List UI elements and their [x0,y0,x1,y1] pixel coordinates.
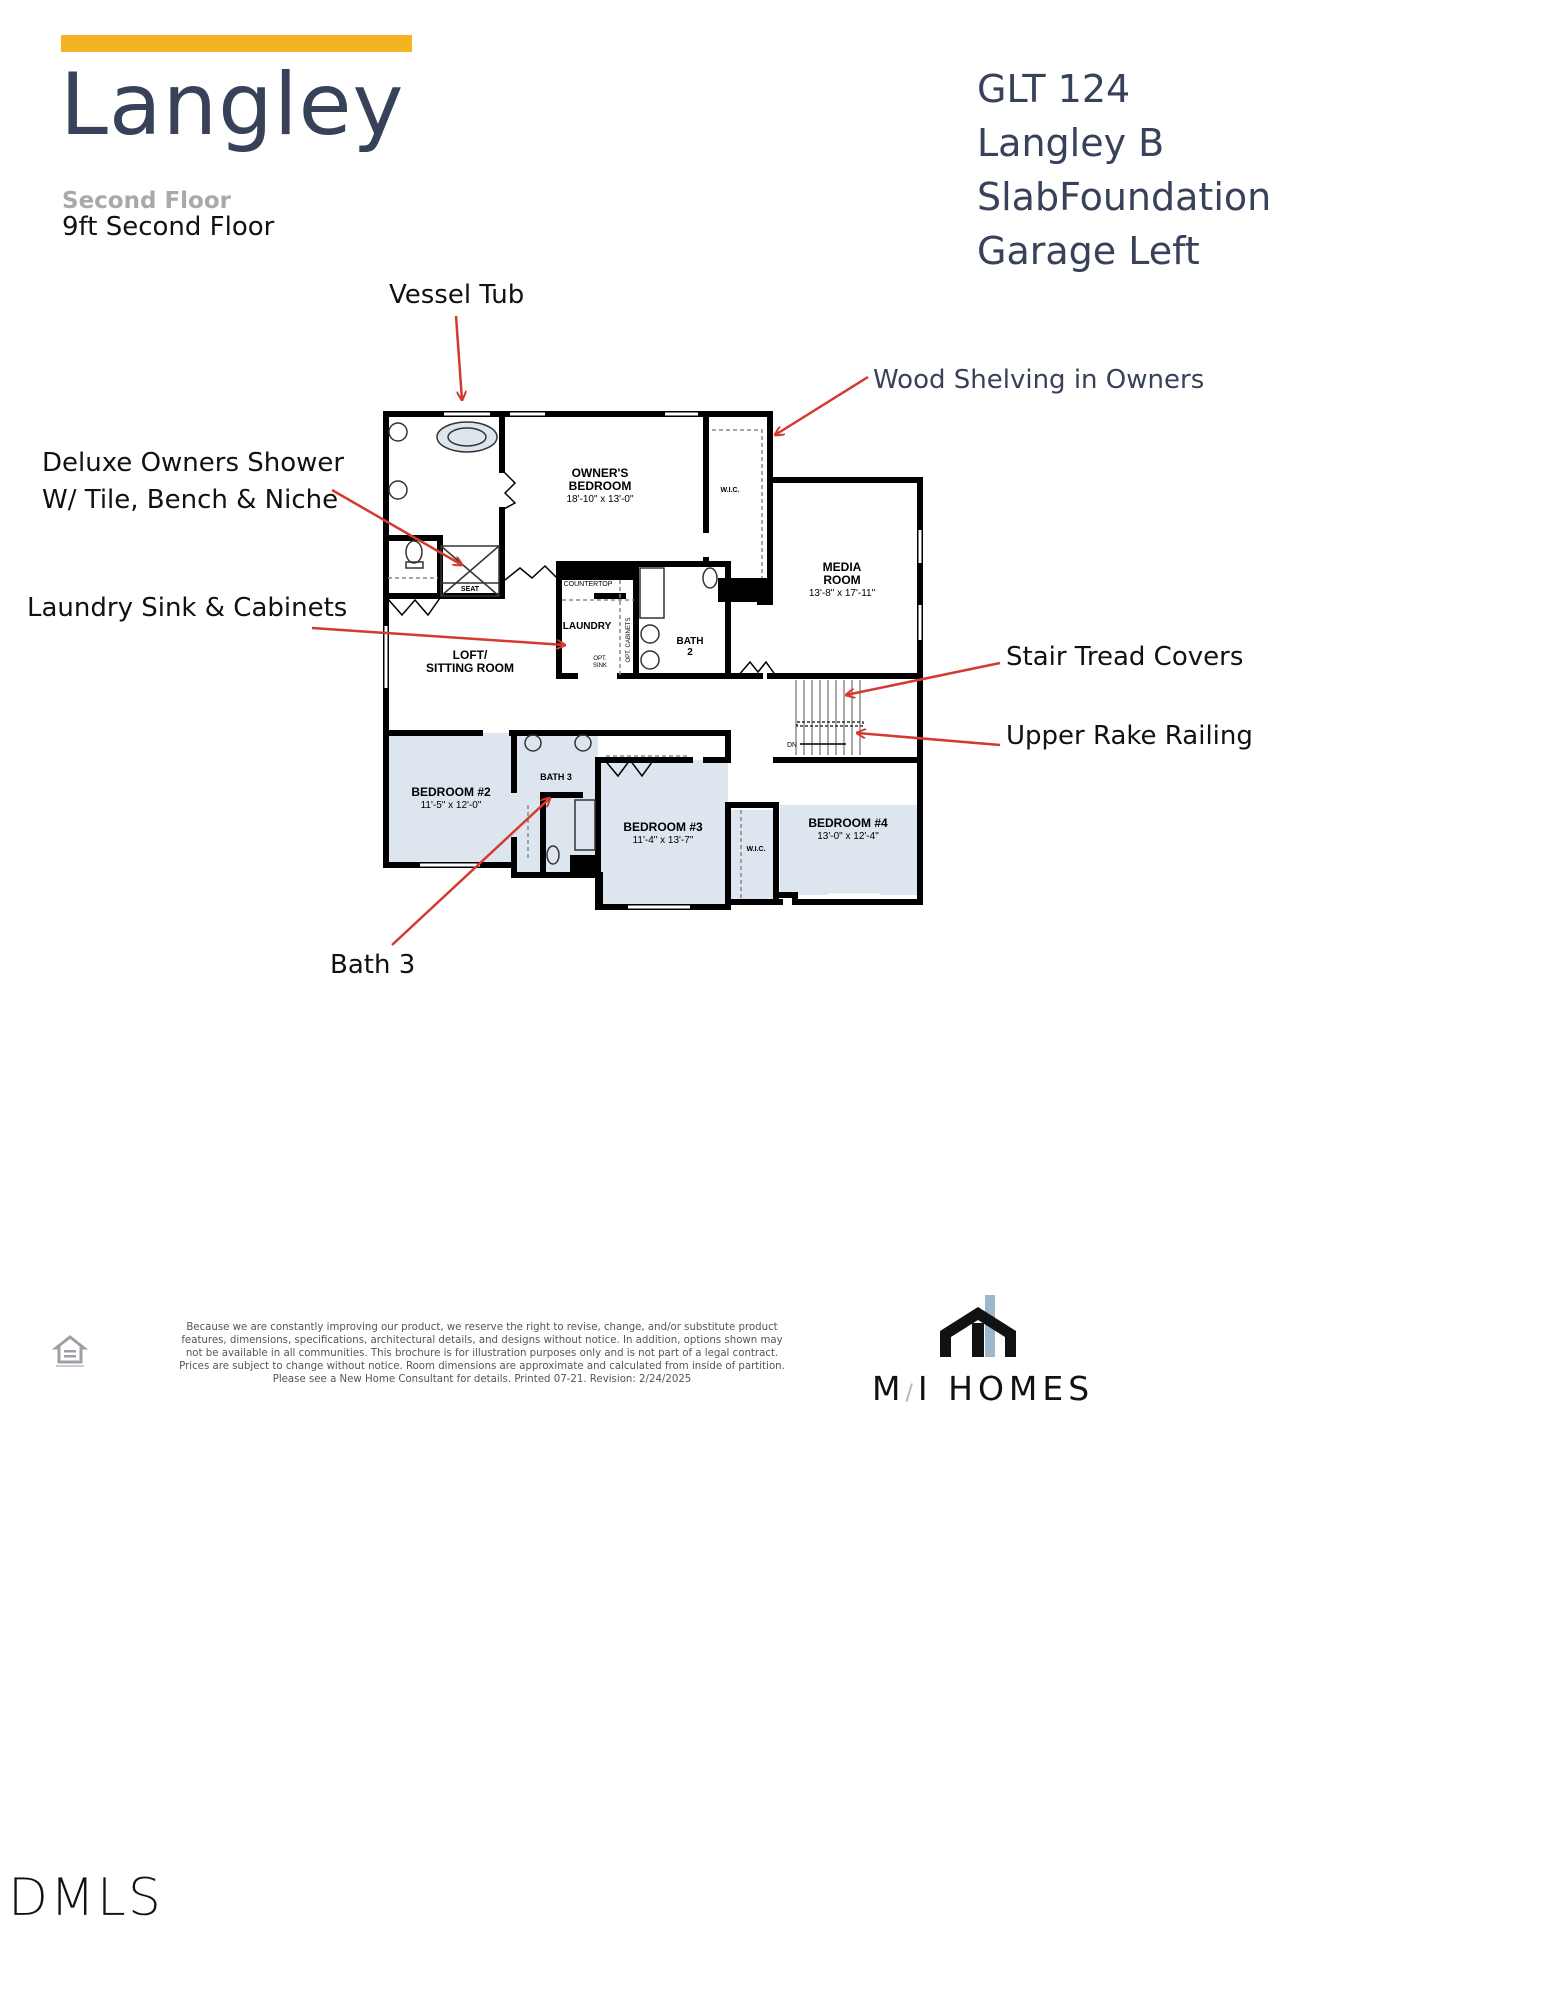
svg-text:SEAT: SEAT [460,586,480,593]
room-media: MEDIA [822,560,862,574]
callout-wood-shelving: Wood Shelving in Owners [873,365,1205,395]
svg-text:W.I.C.: W.I.C. [720,487,740,494]
svg-text:OPT. CABINETS: OPT. CABINETS [626,617,632,663]
arrow-vessel-tub [456,316,462,400]
svg-text:BEDROOM: BEDROOM [568,479,632,493]
svg-text:18'-10" x 13'-0": 18'-10" x 13'-0" [566,494,634,505]
svg-text:SITTING ROOM: SITTING ROOM [426,661,514,675]
arrow-upper-rake [857,733,1000,745]
callout-vessel-tub: Vessel Tub [389,280,525,310]
foundation: SlabFoundation [977,175,1272,219]
room-bedroom4: BEDROOM #4 [808,816,888,830]
room-bedroom3: BEDROOM #3 [623,820,703,834]
room-bedroom2: BEDROOM #2 [411,785,491,799]
callout-laundry-sink: Laundry Sink & Cabinets [27,593,348,623]
svg-text:2: 2 [687,647,693,658]
dmls-watermark: DMLS [8,1868,163,1928]
room-bath2: BATH [676,636,704,647]
legal-disclaimer: Because we are constantly improving our product, we reserve the right to revise, change, and/or substitute product features, dimensions, specifications, architectural details, and designs without notice. In addition, options shown may not be available in all communities. This brochure is for illustration purposes only and is not part of a legal contract. Prices are subject to change without notice. Room dimensions are approximate and calculated from inside of partition. Please see a New Home Consultant for details. Printed 07-21. Revision: 2/24/2025 [179,1322,785,1385]
callout-upper-rake: Upper Rake Railing [1006,721,1253,751]
svg-text:OPT.: OPT. [593,656,607,662]
lot-number: GLT 124 [977,67,1131,111]
arrow-laundry-sink [312,628,565,645]
svg-text:DN: DN [786,742,798,749]
callout-deluxe-shower-line1: Deluxe Owners Shower [42,448,345,478]
svg-text:11'-4" x 13'-7": 11'-4" x 13'-7" [632,835,694,846]
svg-text:COUNTERTOP: COUNTERTOP [563,581,613,588]
room-owners-bedroom: OWNER'S [571,466,629,480]
svg-text:13'-8" x 17'-11": 13'-8" x 17'-11" [808,588,876,599]
room-laundry: LAUNDRY [562,621,612,632]
garage-orientation: Garage Left [977,229,1200,273]
room-loft: LOFT/ [452,648,488,662]
svg-text:13'-0" x 12'-4": 13'-0" x 12'-4" [817,831,879,842]
callout-deluxe-shower-line2: W/ Tile, Bench & Niche [42,485,339,515]
floor-option: 9ft Second Floor [62,212,275,242]
svg-text:W.I.C.: W.I.C. [746,846,766,853]
svg-text:ROOM: ROOM [823,573,861,587]
brand-slash: / [905,1381,918,1406]
room-bath3: BATH 3 [540,772,572,782]
callout-bath3: Bath 3 [330,950,416,980]
svg-text:SINK: SINK [592,663,608,669]
callout-stair-tread: Stair Tread Covers [1006,642,1244,672]
floor-label: Second Floor [62,188,231,214]
arrow-wood-shelving [775,377,868,435]
elevation: Langley B [977,121,1165,165]
arrow-deluxe-shower [332,490,462,565]
svg-text:11'-5" x 12'-0": 11'-5" x 12'-0" [420,800,482,811]
plan-title: Langley [60,55,405,155]
brand-name: M/I HOMES [872,1369,1095,1408]
equal-housing-icon [52,1332,88,1370]
